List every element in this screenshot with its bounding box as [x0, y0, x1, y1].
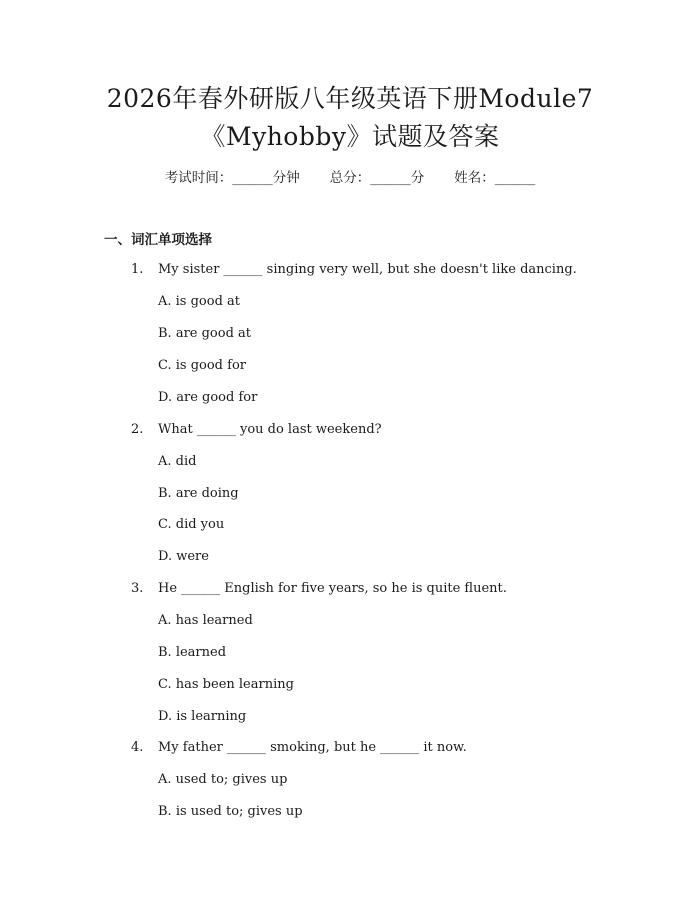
question-text: My sister ______ singing very well, but she doesn't like dancing. [158, 262, 577, 277]
document-title-line-2: 《Myhobby》试题及答案 [200, 122, 500, 151]
question-3 [131, 580, 631, 598]
question-number: 3. [131, 581, 144, 596]
exam-info [0, 168, 700, 188]
option-2c: C. did you [158, 517, 225, 532]
option-3c: C. has been learning [158, 677, 294, 692]
student-name-field: 姓名：______ [454, 170, 536, 186]
option-4a: A. used to; gives up [158, 772, 288, 787]
option-2b: B. are doing [158, 486, 239, 501]
question-1 [131, 261, 631, 279]
question-text: What ______ you do last weekend? [158, 422, 382, 437]
question-number: 4. [131, 740, 144, 755]
option-1a: A. is good at [158, 294, 241, 309]
total-score-field: 总分：______分 [329, 170, 425, 186]
option-1d: D. are good for [158, 390, 258, 405]
question-text: My father ______ smoking, but he ______ it now. [158, 740, 467, 755]
question-number: 1. [131, 262, 144, 277]
option-1b: B. are good at [158, 326, 252, 341]
option-2d: D. were [158, 549, 209, 564]
exam-time-field: 考试时间：______分钟 [164, 170, 300, 186]
option-3b: B. learned [158, 645, 227, 660]
document-title-line-1: 2026年春外研版八年级英语下册Module7 [106, 84, 594, 113]
question-text: He ______ English for five years, so he is quite fluent. [158, 581, 507, 596]
option-2a: A. did [158, 454, 197, 469]
question-4 [131, 739, 631, 757]
question-number: 2. [131, 422, 144, 437]
section-title: 一、词汇单项选择 [104, 232, 212, 248]
option-4b: B. is used to; gives up [158, 804, 303, 819]
question-2 [131, 421, 631, 439]
option-3d: D. is learning [158, 709, 247, 724]
option-1c: C. is good for [158, 358, 246, 373]
option-3a: A. has learned [158, 613, 253, 628]
